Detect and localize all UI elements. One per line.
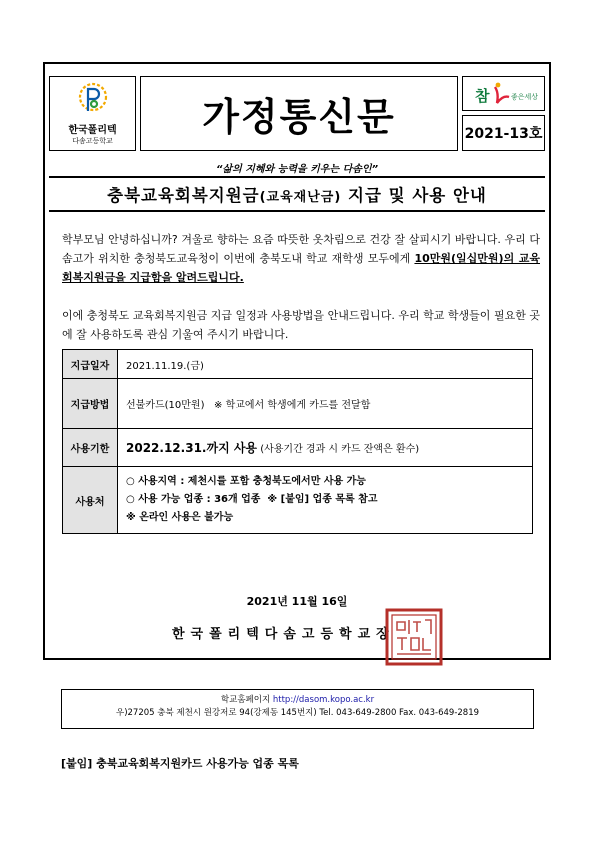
school-emblem-icon — [50, 77, 137, 123]
footer-homepage — [62, 694, 533, 707]
usage-deadline-note: (사용기간 경과 시 카드 잔액은 환수) — [257, 444, 420, 455]
school-logo-sub: 다솜고등학교 — [72, 137, 113, 145]
school-logo-name: 한국폴리텍 — [68, 125, 117, 136]
issue-date: 2021년 11월 16일 — [246, 595, 348, 608]
title-box — [140, 76, 458, 151]
row-value: 2021.11.19.(금) — [118, 350, 533, 379]
divider-top — [49, 176, 545, 178]
paragraph-greeting — [62, 230, 540, 287]
usage-line: ○ 사용지역 : 제천시를 포함 충청북도에서만 사용 가능 — [126, 476, 366, 487]
row-value: 선불카드(10만원) ※ 학교에서 학생에게 카드를 전달함 — [118, 379, 533, 429]
row-label: 사용기한 — [63, 429, 118, 467]
homepage-link[interactable]: http://dasom.kopo.ac.kr — [272, 695, 375, 705]
header — [49, 76, 545, 156]
row-label: 지급방법 — [63, 379, 118, 429]
slogan: “삶의 지혜와 능력을 키우는 다솜인” — [215, 164, 379, 175]
partner-logo — [462, 76, 545, 111]
footer-address: 우)27205 충북 제천시 원강저로 94(강제동 145번지) Tel. 043-649-2800 Fax. 043-649-2819 — [115, 708, 480, 718]
issue-number: 2021-13호 — [464, 126, 543, 142]
table-row — [63, 379, 533, 429]
greeting-emphasis: 10만원(일십만원)의 교육회복지원금을 지급함을 알려드립니다. — [62, 252, 540, 284]
page-title: 가정통신문 — [202, 95, 396, 139]
school-logo — [49, 76, 136, 151]
table-row — [63, 350, 533, 379]
row-value — [118, 429, 533, 467]
subtitle-small: (교육재난금) — [259, 190, 342, 205]
subtitle-main-a: 충북교육회복지원금 — [107, 186, 260, 205]
table-row — [63, 429, 533, 467]
table-row — [63, 467, 533, 534]
greeting-text: 학부모님 안녕하십니까? 겨울로 향하는 요즘 따뜻한 옷차림으로 건강 잘 살피시기 바랍니다. 우리 다솜고가 위치한 충청북도교육청이 이번에 충북도내 학교 재학생 모두에게 — [62, 233, 540, 265]
footer-box — [61, 689, 534, 729]
issue-box — [462, 115, 545, 151]
usage-line: ※ 온라인 사용은 불가능 — [126, 512, 234, 523]
homepage-label: 학교홈페이지 — [220, 695, 271, 705]
info-table — [62, 349, 533, 534]
usage-line: ○ 사용 가능 업종 : 36개 업종 ※ [붙임] 업종 목록 참고 — [126, 494, 378, 505]
signature: 한국폴리텍다솜고등학교장 — [172, 627, 395, 642]
paragraph-guide: 이에 충청북도 교육회복지원금 지급 일정과 사용방법을 안내드립니다. 우리 학교 학생들이 필요한 곳에 잘 사용하도록 관심 기울여 주시기 바랍니다. — [62, 309, 540, 341]
svg-text:좋은세상: 좋은세상 — [511, 93, 539, 101]
usage-deadline: 2022.12.31.까지 사용 — [126, 441, 258, 455]
row-value — [118, 467, 533, 534]
official-seal-icon — [385, 608, 443, 666]
row-label: 사용처 — [63, 467, 118, 534]
subtitle-main-b: 지급 및 사용 안내 — [341, 186, 487, 205]
row-label: 지급일자 — [63, 350, 118, 379]
svg-text:참: 참 — [475, 87, 490, 105]
notice-subtitle — [49, 182, 545, 206]
cham-logo-icon — [463, 77, 546, 112]
attachment-title: [붙임] 충북교육회복지원카드 사용가능 업종 목록 — [61, 757, 299, 770]
divider-bottom — [49, 210, 545, 212]
